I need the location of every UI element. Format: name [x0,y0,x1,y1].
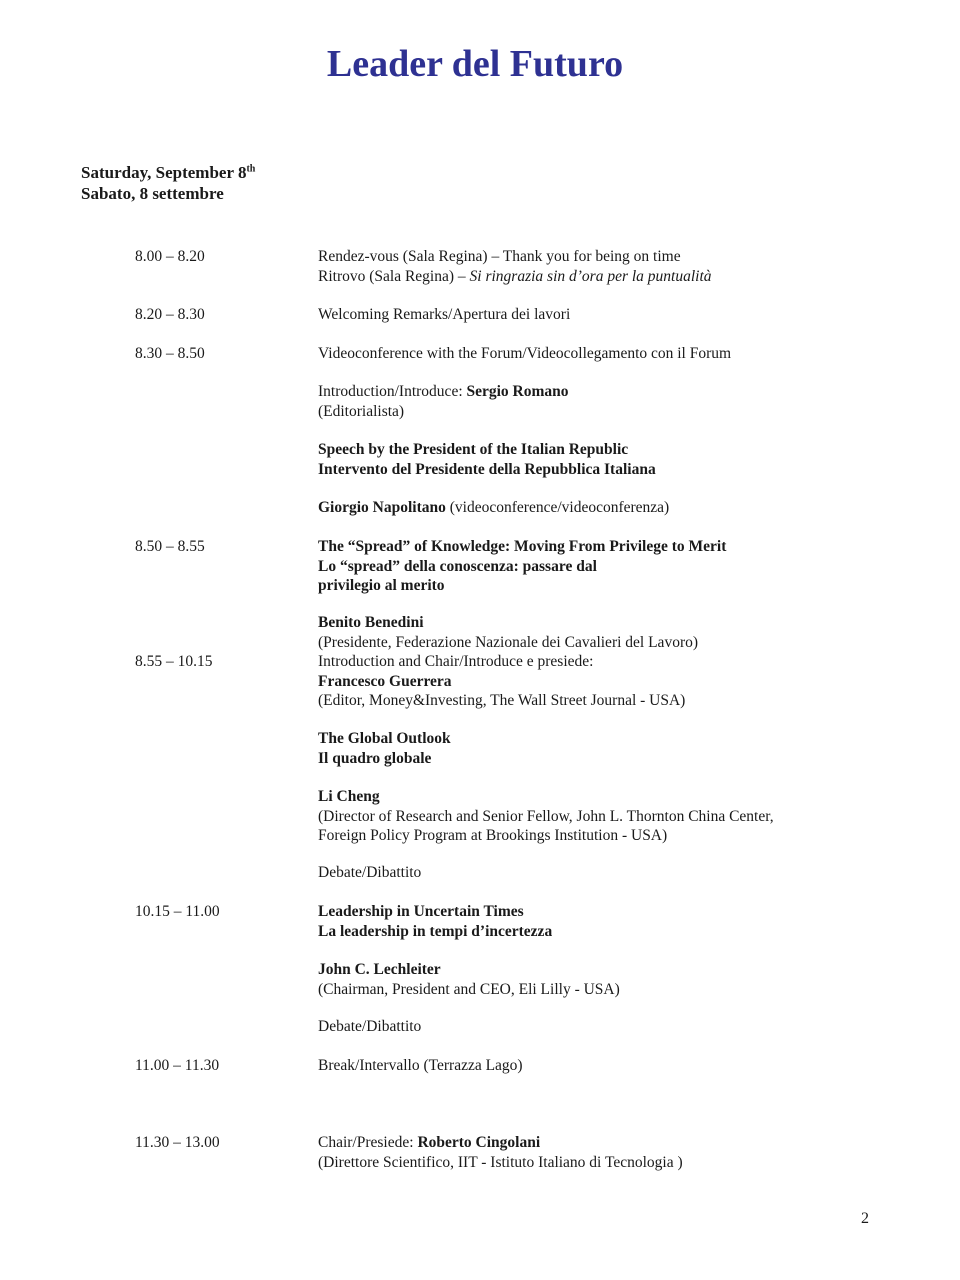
spread-italian-1: Lo “spread” della conoscenza: passare dal [318,557,597,575]
spread-italian-2: privilegio al merito [318,577,445,594]
global-italian: Il quadro globale [318,749,432,767]
speech-english: Speech by the President of the Italian Republic [318,441,629,458]
date-ordinal-suffix: th [246,163,256,175]
agenda-item-video: Videoconference with the Forum/Videocollegamento con il Forum [318,345,732,362]
date-english-text: Saturday, September 8 [81,163,247,182]
agenda-item-break: Break/Intervallo (Terrazza Lago) [318,1057,523,1074]
agenda-item-debate-2: Debate/Dibattito [318,1018,422,1035]
time-slot-6: 10.15 – 11.00 [135,903,220,920]
agenda-item-debate-1: Debate/Dibattito [318,864,422,881]
napolitano-name: Giorgio Napolitano [318,499,446,516]
cingolani-role: (Direttore Scientifico, IIT - Istituto Italiano di Tecnologia ) [318,1153,683,1171]
rendezvous-italian-a: Ritrovo (Sala Regina) – [318,267,470,285]
agenda-item-spread [318,537,878,596]
leadership-italian: La leadership in tempi d’incertezza [318,922,553,940]
spread-english: The “Spread” of Knowledge: Moving From Privilege to Merit [318,538,727,555]
agenda-item-welcome: Welcoming Remarks/Apertura dei lavori [318,306,571,323]
agenda-item-intro [318,382,878,421]
page-title: Leader del Futuro [326,43,624,85]
cingolani-name: Roberto Cingolani [417,1134,541,1151]
date-heading [81,162,255,204]
rendezvous-italian-b: Si ringrazia sin d’ora per la puntualità [469,267,712,285]
time-slot-7: 11.00 – 11.30 [135,1057,220,1074]
leadership-english: Leadership in Uncertain Times [318,903,524,920]
guerrera-role: (Editor, Money&Investing, The Wall Street Journal - USA) [318,692,686,709]
page-number: 2 [861,1210,869,1227]
rendezvous-english: Rendez-vous (Sala Regina) – Thank you for being on time [318,248,681,265]
licheng-role-1: (Director of Research and Senior Fellow, John L. Thornton China Center, [318,807,774,825]
agenda-item-speech [318,440,878,479]
benedini-name: Benito Benedini [318,614,424,631]
agenda-item-leadership [318,902,878,941]
rendezvous-italian [318,267,878,287]
global-english: The Global Outlook [318,730,451,747]
agenda-item-global [318,729,878,768]
napolitano-note: (videoconference/videoconferenza) [445,499,670,516]
licheng-role-2: Foreign Policy Program at Brookings Institution - USA) [318,827,668,844]
benedini-role: (Presidente, Federazione Nazionale dei Cavalieri del Lavoro) [318,633,699,651]
guerrera-name: Francesco Guerrera [318,672,452,690]
time-slot-1: 8.00 – 8.20 [135,248,205,265]
agenda-item-speakers [318,613,878,711]
intro-name: Sergio Romano [466,383,569,400]
agenda-item-chair [318,1133,878,1172]
date-italian: Sabato, 8 settembre [81,184,224,203]
intro-label: Introduction/Introduce: [318,383,467,400]
time-slot-8: 11.30 – 13.00 [135,1134,220,1151]
time-slot-4: 8.50 – 8.55 [135,538,205,555]
agenda-item-napolitano [318,498,878,518]
licheng-name: Li Cheng [318,788,380,805]
chair-label: Introduction and Chair/Introduce e presiede: [318,653,594,670]
chair2-line [318,1133,878,1153]
speech-italian: Intervento del Presidente della Repubblica Italiana [318,460,656,478]
date-english [81,162,255,183]
time-slot-5: 8.55 – 10.15 [135,653,213,670]
agenda-item-lechleiter [318,960,878,999]
time-slot-2: 8.20 – 8.30 [135,306,205,323]
agenda-item-licheng [318,787,878,846]
lechleiter-role: (Chairman, President and CEO, Eli Lilly - USA) [318,980,620,998]
time-slot-3: 8.30 – 8.50 [135,345,205,362]
intro-role: (Editorialista) [318,402,405,420]
agenda-item-rendezvous [318,247,878,286]
intro-line [318,382,878,402]
lechleiter-name: John C. Lechleiter [318,961,441,978]
chair2-label: Chair/Presiede: [318,1134,418,1151]
